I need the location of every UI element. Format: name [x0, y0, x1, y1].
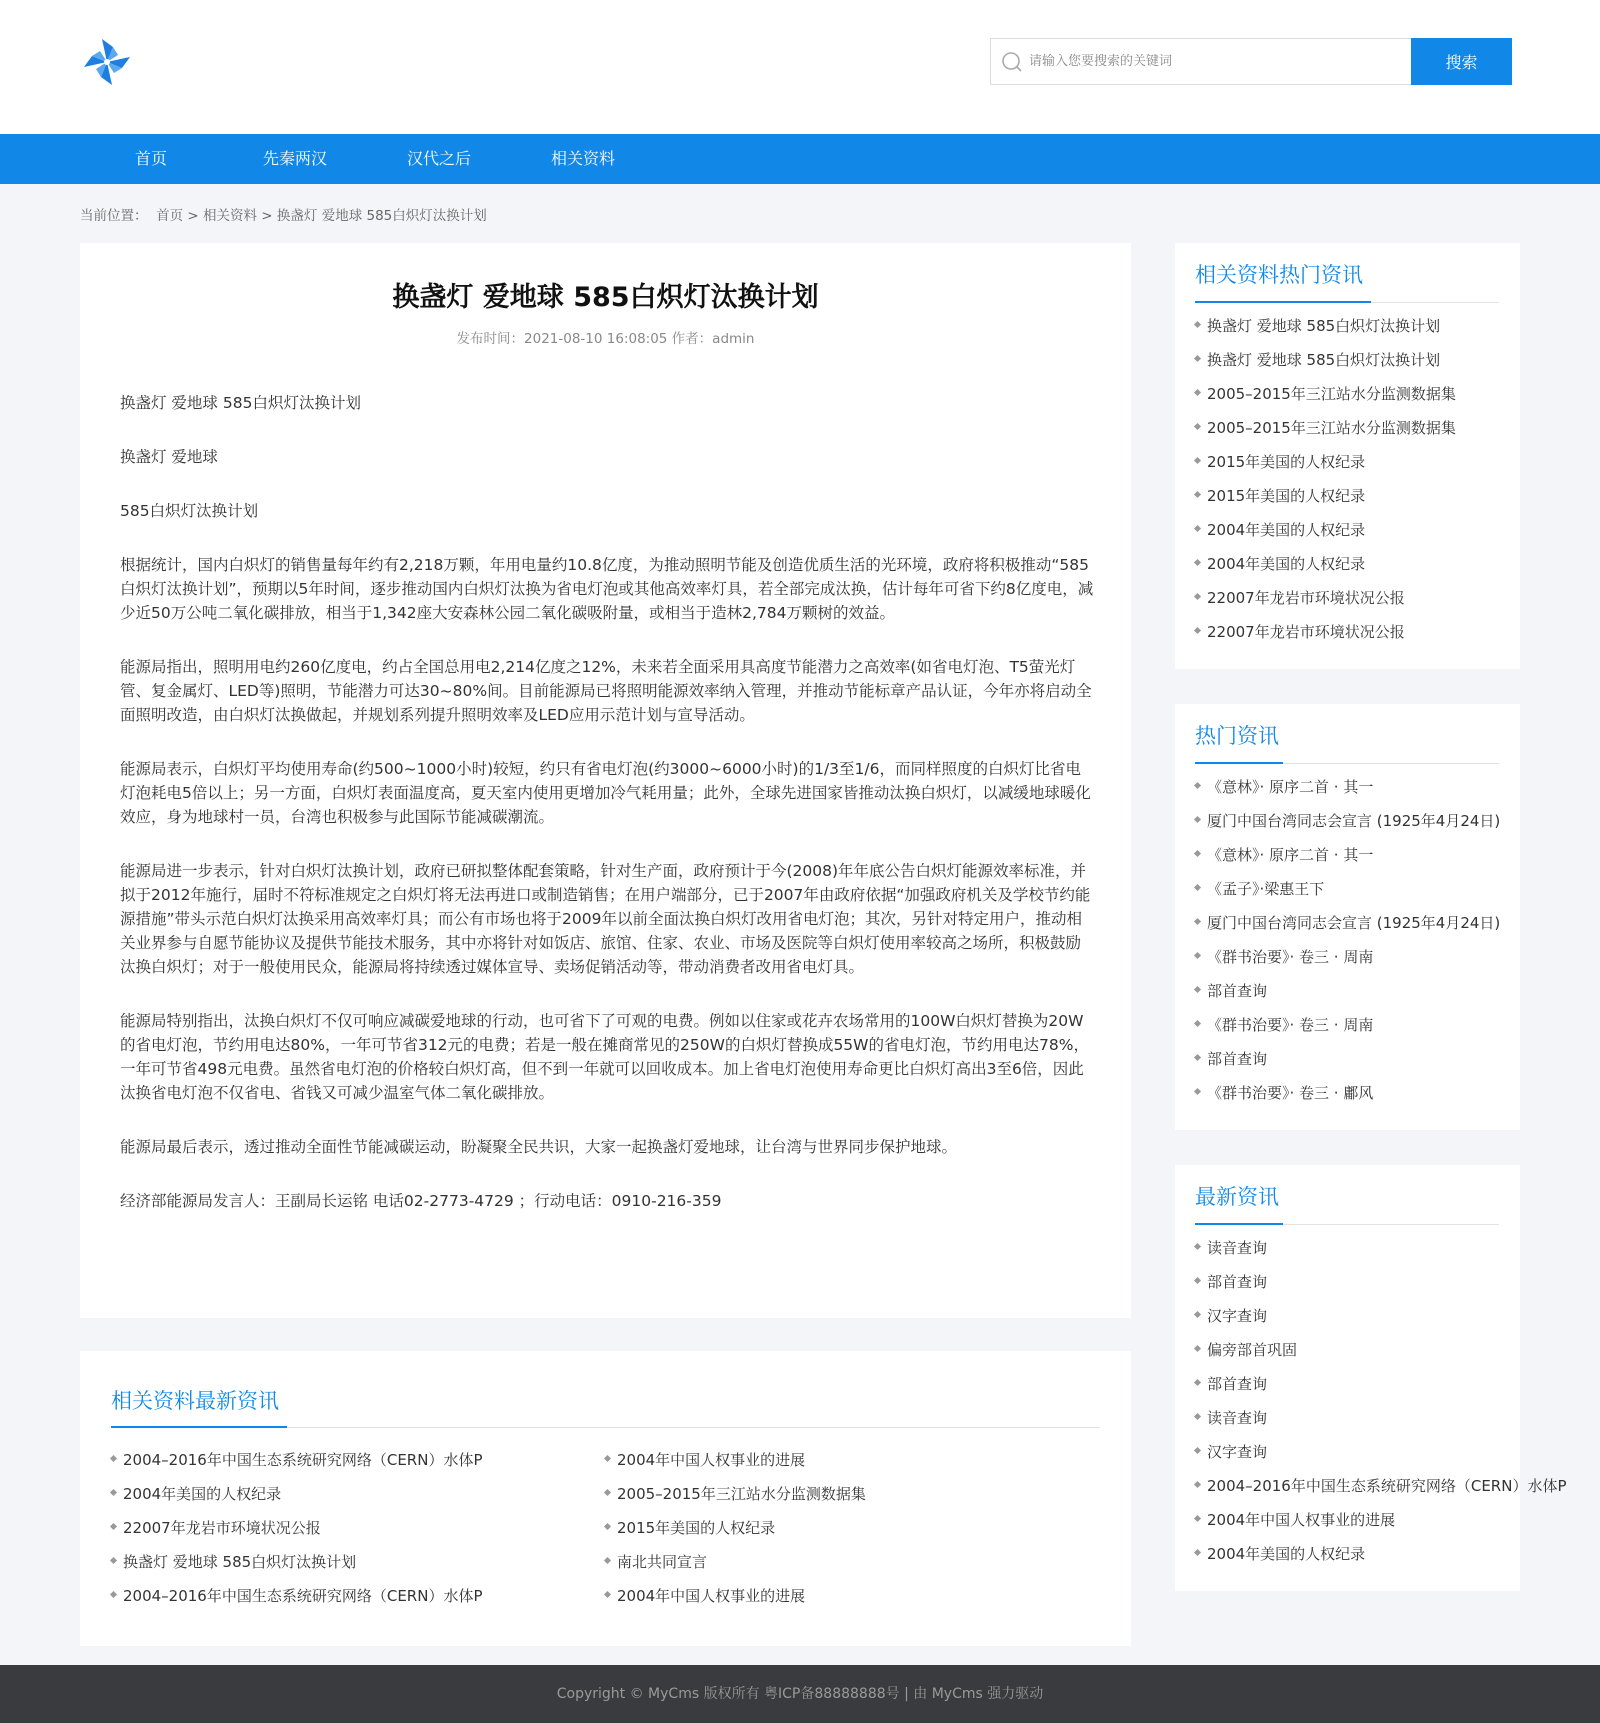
search-input[interactable] [1029, 39, 1409, 84]
breadcrumb-prefix: 当前位置： [80, 208, 148, 224]
bullet-icon [1194, 952, 1201, 959]
bullet-icon [604, 1523, 611, 1530]
list-item[interactable]: 2004年中国人权事业的进展 [1195, 1509, 1495, 1531]
list-item[interactable]: 2005–2015年三江站水分监测数据集 [1195, 417, 1505, 439]
bullet-icon [604, 1489, 611, 1496]
bullet-icon [110, 1523, 117, 1530]
bullet-icon [1194, 986, 1201, 993]
list-item[interactable]: 《孟子》·梁惠王下 [1195, 878, 1505, 900]
list-item[interactable]: 部首查询 [1195, 1048, 1505, 1070]
bullet-icon [110, 1557, 117, 1564]
list-item[interactable]: 22007年龙岩市环境状况公报 [1195, 587, 1505, 609]
section-underline [111, 1426, 287, 1428]
bullet-icon [1194, 1243, 1201, 1250]
list-item[interactable]: 汉字查询 [1195, 1441, 1495, 1463]
hot-title: 热门资讯 [1195, 724, 1279, 748]
article-paragraph: 根据统计，国内白炽灯的销售量每年约有2,218万颗，年用电量约10.8亿度，为推动照明节能及创造优质生活的光环境，政府将积极推动“585白炽灯汰换计划”，预期以5年时间，逐步推动国内白炽灯汰换为省电灯泡或其他高效率灯具，若全部完成汰换，估计每年可省下约8亿度电，减少近50万公吨二氧化碳排放，相当于1,342座大安森林公园二氧化碳吸附量，或相当于造林2,784万颗树的效益。 [120, 556, 1094, 622]
article-paragraph: 换盏灯 爱地球 [120, 448, 218, 466]
list-item[interactable]: 偏旁部首巩固 [1195, 1339, 1495, 1361]
sidebar-latest-card [1175, 1165, 1567, 1591]
sidebar-hot-related-card [1175, 243, 1520, 669]
related-latest-card [80, 1351, 1131, 1646]
pinwheel-logo-icon[interactable] [80, 35, 134, 89]
bullet-icon [1194, 525, 1201, 532]
bullet-icon [1194, 1054, 1201, 1061]
list-item[interactable]: 2015年美国的人权纪录 [605, 1517, 1075, 1539]
bullet-icon [1194, 1549, 1201, 1556]
article-paragraph: 能源局表示，白炽灯平均使用寿命(约500~1000小时)较短，约只有省电灯泡(约3000~6000小时)的1/3至1/6，而同样照度的白炽灯比省电灯泡耗电5倍以上；另一方面，白炽灯表面温度高，夏天室内使用更增加冷气耗用量；此外，全球先进国家皆推动汰换白炽灯，以减缓地球暖化效应，身为地球村一员，台湾也积极参与此国际节能减碳潮流。 [120, 760, 1091, 826]
bullet-icon [1194, 1481, 1201, 1488]
list-item[interactable]: 厦门中国台湾同志会宣言 (1925年4月24日) [1195, 912, 1505, 934]
bullet-icon [604, 1455, 611, 1462]
list-item[interactable]: 《群书治要》· 卷三 · 周南 [1195, 1014, 1505, 1036]
bullet-icon [1194, 389, 1201, 396]
list-item[interactable]: 《群书治要》· 卷三 · 周南 [1195, 946, 1505, 968]
search-button[interactable]: 搜索 [1411, 38, 1512, 85]
article-paragraph: 能源局指出，照明用电约260亿度电，约占全国总用电2,214亿度之12%，未来若全面采用具高度节能潜力之高效率(如省电灯泡、T5萤光灯管、复金属灯、LED等)照明，节能潜力可达30~80%间。目前能源局已将照明能源效率纳入管理，并推动节能标章产品认证，今年亦将启动全面照明改造，由白炽灯汰换做起，并规划系列提升照明效率及LED应用示范计划与宣导活动。 [120, 658, 1092, 724]
article-paragraph: 585白炽灯汰换计划 [120, 502, 259, 520]
article-card [80, 243, 1131, 1318]
list-item[interactable]: 2004–2016年中国生态系统研究网络（CERN）水体P [1195, 1475, 1495, 1497]
breadcrumb-current[interactable]: 换盏灯 爱地球 585白炽灯汰换计划 [276, 208, 487, 224]
bullet-icon [110, 1591, 117, 1598]
latest-title: 最新资讯 [1195, 1185, 1279, 1209]
nav-item-home[interactable]: 首页 [135, 149, 168, 168]
list-item[interactable]: 2015年美国的人权纪录 [1195, 451, 1505, 473]
bullet-icon [1194, 1379, 1201, 1386]
site-footer [0, 1665, 1600, 1723]
list-item[interactable]: 厦门中国台湾同志会宣言 (1925年4月24日) [1195, 810, 1505, 832]
bullet-icon [604, 1557, 611, 1564]
list-item[interactable]: 《意林》· 原序二首 · 其一 [1195, 776, 1505, 798]
bullet-icon [604, 1591, 611, 1598]
list-item[interactable]: 换盏灯 爱地球 585白炽灯汰换计划 [1195, 349, 1505, 371]
footer-copyright: Copyright © MyCms 版权所有 粤ICP备88888888号 | 由 MyCms 强力驱动 [556, 1686, 1044, 1702]
bullet-icon [1194, 1277, 1201, 1284]
bullet-icon [110, 1455, 117, 1462]
list-item[interactable]: 换盏灯 爱地球 585白炽灯汰换计划 [1195, 315, 1505, 337]
bullet-icon [1194, 816, 1201, 823]
main-nav [0, 134, 1600, 184]
bullet-icon [1194, 1515, 1201, 1522]
breadcrumb [80, 204, 487, 224]
bullet-icon [1194, 884, 1201, 891]
list-item[interactable]: 2004年美国的人权纪录 [1195, 553, 1505, 575]
article-paragraph: 换盏灯 爱地球 585白炽灯汰换计划 [120, 394, 361, 412]
bullet-icon [1194, 423, 1201, 430]
list-item[interactable]: 22007年龙岩市环境状况公报 [111, 1517, 581, 1539]
section-underline [1195, 762, 1283, 764]
breadcrumb-separator: > [261, 208, 273, 224]
bullet-icon [1194, 1020, 1201, 1027]
bullet-icon [110, 1489, 117, 1496]
list-item[interactable]: 汉字查询 [1195, 1305, 1495, 1327]
search-icon [1001, 51, 1023, 73]
bullet-icon [1194, 1311, 1201, 1318]
nav-item-pre-qin-han[interactable]: 先秦两汉 [263, 149, 328, 168]
list-item[interactable]: 部首查询 [1195, 1271, 1495, 1293]
list-item[interactable]: 2004–2016年中国生态系统研究网络（CERN）水体P [111, 1449, 581, 1471]
bullet-icon [1194, 627, 1201, 634]
article-meta: 发布时间：2021-08-10 16:08:05 作者：admin [456, 331, 755, 347]
list-item[interactable]: 2004年美国的人权纪录 [1195, 1543, 1495, 1565]
bullet-icon [1194, 559, 1201, 566]
list-item[interactable]: 读音查询 [1195, 1237, 1495, 1259]
list-item[interactable]: 2005–2015年三江站水分监测数据集 [1195, 383, 1505, 405]
bullet-icon [1194, 593, 1201, 600]
article-body [120, 391, 1095, 1243]
bullet-icon [1194, 782, 1201, 789]
list-item[interactable]: 22007年龙岩市环境状况公报 [1195, 621, 1505, 643]
bullet-icon [1194, 1413, 1201, 1420]
search-box [990, 38, 1412, 85]
list-item[interactable]: 2005–2015年三江站水分监测数据集 [605, 1483, 1075, 1505]
bullet-icon [1194, 1447, 1201, 1454]
article-paragraph: 能源局特别指出，汰换白炽灯不仅可响应减碳爱地球的行动，也可省下了可观的电费。例如以住家或花卉农场常用的100W白炽灯替换为20W的省电灯泡，节约用电达80%，一年可节省312元的电费；若是一般在摊商常见的250W的白炽灯替换成55W的省电灯泡，节约用电达78%，一年可节省498元电费。虽然省电灯泡的价格较白炽灯高，但不到一年就可以回收成本。加上省电灯泡使用寿命更比白炽灯高出3至6倍，因此汰换省电灯泡不仅省电、省钱又可减少温室气体二氧化碳排放。 [120, 1012, 1089, 1102]
article-title: 换盏灯 爱地球 585白炽灯汰换计划 [392, 282, 819, 313]
list-item[interactable]: 《意林》· 原序二首 · 其一 [1195, 844, 1505, 866]
list-item[interactable]: 读音查询 [1195, 1407, 1495, 1429]
bullet-icon [1194, 918, 1201, 925]
section-underline [1195, 1223, 1283, 1225]
breadcrumb-home[interactable]: 首页 [156, 208, 184, 224]
bullet-icon [1194, 355, 1201, 362]
article-paragraph: 能源局进一步表示，针对白炽灯汰换计划，政府已研拟整体配套策略，针对生产面，政府预计于今(2008)年年底公告白炽灯能源效率标准，并拟于2012年施行，届时不符标准规定之白炽灯将无法再进口或制造销售；在用户端部分，已于2007年由政府依据“加强政府机关及学校节约能源措施”带头示范白炽灯汰换采用高效率灯具；而公有市场也将于2009年以前全面汰换白炽灯改用省电灯泡；其次，另针对特定用户，推动相关业界参与自愿节能协议及提供节能技术服务，其中亦将针对如饭店、旅馆、住家、农业、市场及医院等白炽灯使用率较高之场所，积极鼓励汰换白炽灯；对于一般使用民众，能源局将持续透过媒体宣导、卖场促销活动等，带动消费者改用省电灯具。 [120, 862, 1091, 976]
nav-item-after-han[interactable]: 汉代之后 [407, 149, 472, 168]
related-latest-title: 相关资料最新资讯 [111, 1389, 279, 1413]
bullet-icon [1194, 1345, 1201, 1352]
list-item[interactable]: 2004–2016年中国生态系统研究网络（CERN）水体P [111, 1585, 581, 1607]
site-header [0, 0, 1600, 134]
list-item[interactable]: 南北共同宣言 [605, 1551, 1075, 1573]
list-item[interactable]: 2004年美国的人权纪录 [111, 1483, 581, 1505]
bullet-icon [1194, 1088, 1201, 1095]
section-underline [1195, 301, 1371, 303]
list-item[interactable]: 换盏灯 爱地球 585白炽灯汰换计划 [111, 1551, 581, 1573]
list-item[interactable]: 2004年中国人权事业的进展 [605, 1449, 1075, 1471]
bullet-icon [1194, 321, 1201, 328]
bullet-icon [1194, 850, 1201, 857]
list-item[interactable]: 《群书治要》· 卷三 · 鄘风 [1195, 1082, 1505, 1104]
bullet-icon [1194, 491, 1201, 498]
list-item[interactable]: 2004年中国人权事业的进展 [605, 1585, 1075, 1607]
hot-related-title: 相关资料热门资讯 [1195, 263, 1363, 287]
breadcrumb-related-data[interactable]: 相关资料 [203, 208, 257, 224]
list-item[interactable]: 部首查询 [1195, 980, 1505, 1002]
sidebar-hot-card [1175, 704, 1520, 1130]
list-item[interactable]: 2015年美国的人权纪录 [1195, 485, 1505, 507]
list-item[interactable]: 2004年美国的人权纪录 [1195, 519, 1505, 541]
list-item[interactable]: 部首查询 [1195, 1373, 1495, 1395]
article-paragraph: 能源局最后表示，透过推动全面性节能减碳运动，盼凝聚全民共识，大家一起换盏灯爱地球，让台湾与世界同步保护地球。 [120, 1138, 958, 1156]
article-paragraph: 经济部能源局发言人：王副局长运铭 电话02-2773-4729 ；行动电话：0910-216-359 [120, 1192, 722, 1210]
breadcrumb-separator: > [187, 208, 199, 224]
bullet-icon [1194, 457, 1201, 464]
nav-item-related-data[interactable]: 相关资料 [551, 149, 616, 168]
